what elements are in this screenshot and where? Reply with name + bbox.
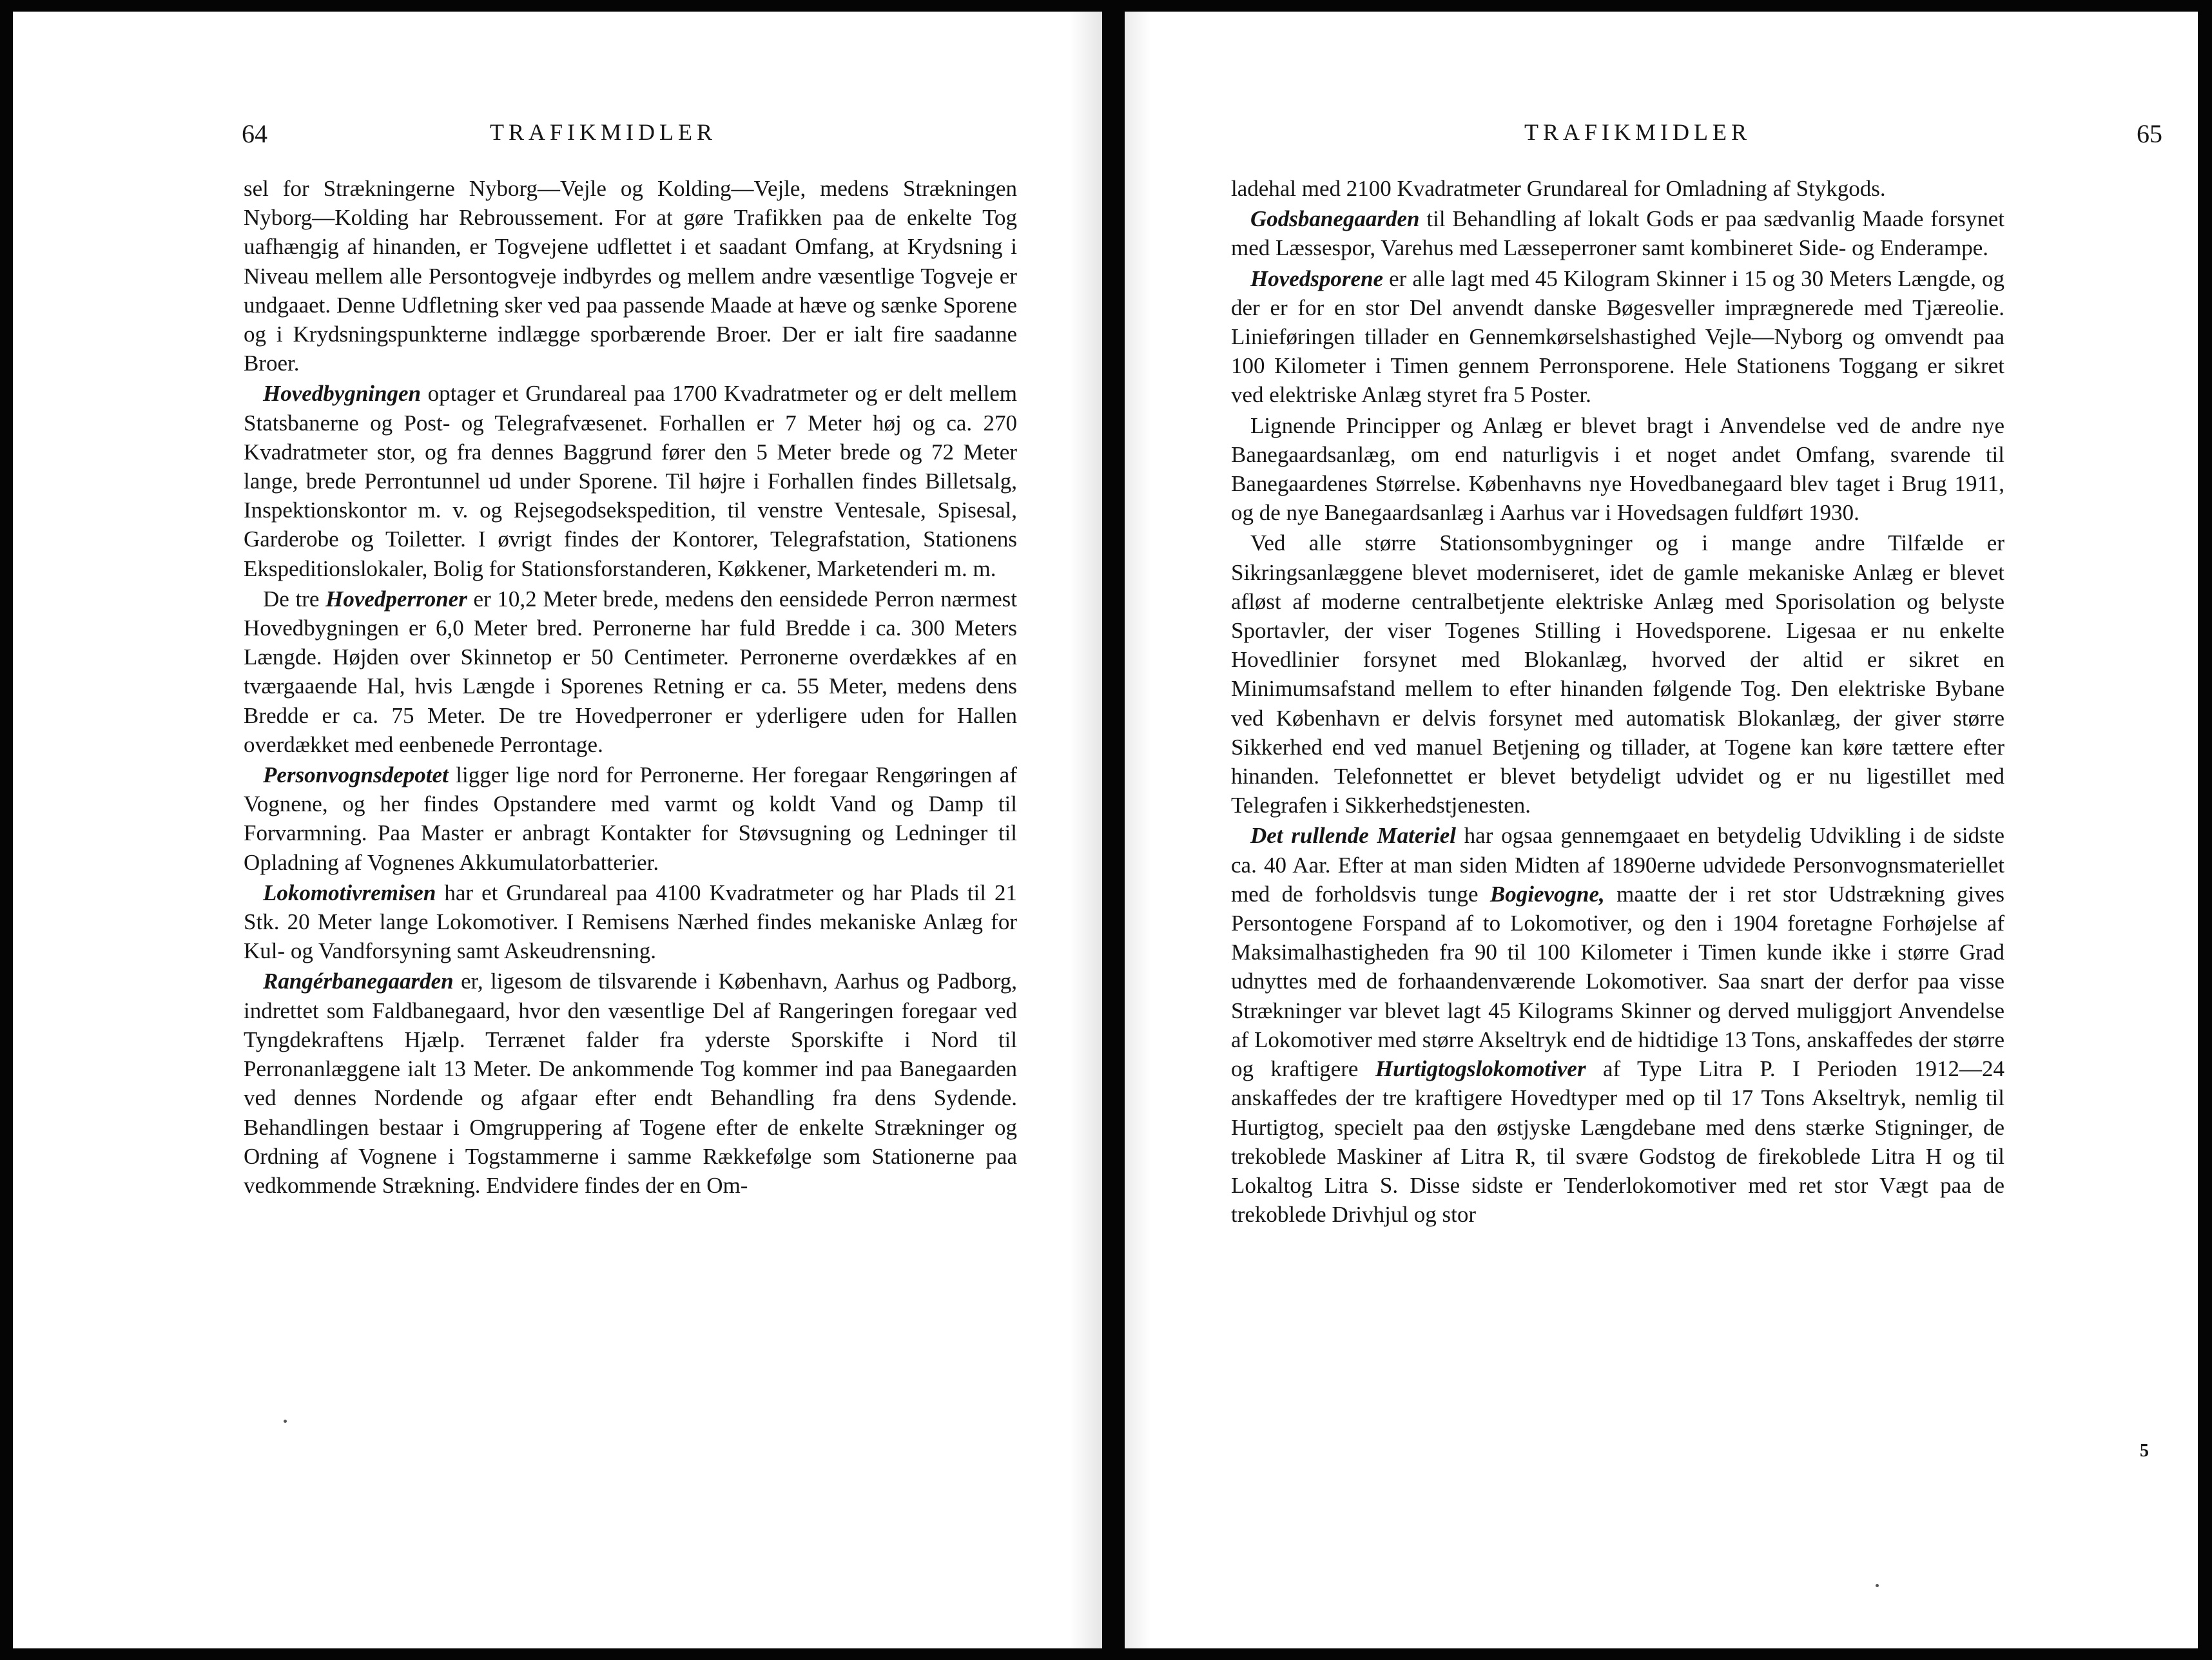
paragraph: Lokomotivremisen har et Grundareal paa 4100 Kvadratmeter og har Plads til 21 Stk. 20 Meter lange Lokomotiver. I Remisens Nærhed findes mekaniske Anlæg for Kul- og Vandforsyning samt Askeudrensning. <box>244 880 1017 964</box>
paragraph: Godsbanegaarden til Behandling af lokalt Gods er paa sædvanlig Maade forsynet med Læssespor, Varehus med Læsseperroner samt kombineret Side- og Enderampe. <box>1231 206 2004 261</box>
paragraph: De tre Hovedperroner er 10,2 Meter brede, medens den eensidede Perron nærmest Hovedbygningen er 6,0 Meter bred. Perronerne har fuld Bredde i ca. 300 Meters Længde. Højden over Skinnetop er 50 Centimeter. Perronerne overdækkes af en tværgaaende Hal, hvis Længde i Sporenes Retning er ca. 55 Meter, medens dens Bredde er ca. 75 Meter. De tre Hovedperroner er yderligere uden for Hallen overdækket med eenbenede Perrontage. <box>244 586 1017 757</box>
running-head: TRAFIKMIDLER <box>490 119 717 145</box>
signature-mark: 5 <box>2140 1441 2149 1461</box>
right-book-page <box>1125 12 2198 1648</box>
paragraph: Rangérbanegaarden er, ligesom de tilsvarende i København, Aarhus og Padborg, indrettet som Faldbanegaard, hvor den væsentlige Del af Rangeringen foregaar ved Tyngdekraftens Hjælp. Terrænet falder fra yderste Sporskifte i Nord til Perronanlæggene ialt 13 Meter. De ankommende Tog kommer ind paa Banegaarden ved dennes Nordende og afgaar efter endt Behandling fra dens Sydende. Behandlingen bestaar i Omgruppering af Togene efter de enkelte Strækninger og Ordning af Vognene i Togstammerne i samme Rækkefølge som Stationerne paa vedkommende Strækning. Endvidere findes der en Om- <box>244 969 1017 1198</box>
italic-lead: Hovedperroner <box>325 586 467 612</box>
page-number: 64 <box>242 119 267 148</box>
italic-lead: Rangérbanegaarden <box>263 969 454 994</box>
italic-lead: Det rullende Materiel <box>1250 823 1456 849</box>
print-speck <box>284 1420 287 1423</box>
paragraph: ladehal med 2100 Kvadratmeter Grundareal for Omladning af Stykgods. <box>1231 176 1886 201</box>
italic-lead: Hovedsporene <box>1250 265 1384 291</box>
italic-lead: Godsbanegaarden <box>1250 206 1420 232</box>
paragraph: Hovedsporene er alle lagt med 45 Kilogram Skinner i 15 og 30 Meters Længde, og der er for en stor Del anvendt danske Bøgesveller imprægnerede med Tjæreolie. Linieføringen tillader en Gennemkørselshastighed Vejle—Nyborg og omvendt paa 100 Kilometer i Timen gennem Perronsporene. Hele Stationens Toggang er sikret ved elektriske Anlæg styret fra 5 Poster. <box>1231 265 2004 408</box>
gutter-shadow <box>1070 12 1102 1648</box>
print-speck <box>1876 1584 1879 1587</box>
italic-term: Bogievogne, <box>1489 881 1605 907</box>
left-book-page <box>13 12 1102 1648</box>
paragraph: Lignende Principper og Anlæg er blevet bragt i Anvendelse ved de andre nye Banegaardsanlæg, om end naturligvis i et noget andet Omfang, svarende til Banegaardenes Størrelse. Københavns nye Hovedbanegaard blev taget i Brug 1911, og de nye Banegaardsanlæg i Aarhus var i Hovedsagen fuldført 1930. <box>1231 412 2004 526</box>
italic-lead: Hovedbygningen <box>263 381 421 407</box>
gutter-shadow <box>1125 12 1150 1648</box>
paragraph: Hovedbygningen optager et Grundareal paa 1700 Kvadratmeter og er delt mellem Statsbanerne og Post- og Telegrafvæsenet. Forhallen er 7 Meter høj og ca. 270 Kvadratmeter stor, og fra dennes Baggrund fører den 5 Meter brede og 72 Meter lange, brede Perrontunnel ud under Sporene. Til højre i Forhallen findes Billetsalg, Inspektionskontor m. v. og Rejsegodsekspedition, til venstre Ventesale, Spisesal, Garderobe og Toiletter. I øvrigt findes der Kontorer, Telegrafstation, Stationens Ekspeditionslokaler, Bolig for Stationsforstanderen, Køkkener, Marketenderi m. m. <box>244 381 1017 581</box>
paragraph: Det rullende Materiel har ogsaa gennemgaaet en betydelig Udvikling i de sidste ca. 40 Aar. Efter at man siden Midten af 1890erne udvidede Personvognsmateriellet med de forholdsvis tunge Bogievogne, maatte der i ret stor Udstrækning gives Persontogene Forspand af to Lokomotiver, og den i 1904 foretagne Forhøjelse af Maksimalhastigheden fra 90 til 100 Kilometer i Timen kunde ikke i større Grad udnyttes med de forhaandenværende Lokomotiver. Saa snart der derfor paa visse Strækninger var blevet lagt 45 Kilograms Skinner og derved muliggjort Anvendelse af Lokomotiver med større Akseltryk end de hidtidige 13 Tons, anskaffedes der større og kraftigere Hurtigtogslokomotiver af Type Litra P. I Perioden 1912—24 anskaffedes der tre kraftigere Hovedtyper med op til 17 Tons Akseltryk, nemlig til Hurtigtog, specielt paa den østjyske Længdebane med dens stærke Stigninger, de trekoblede Maskiner af Litra R, til svære Godstog de firekoblede Litra H og til Lokaltog Litra S. Disse sidste er Tenderlokomotiver med ret stor Vægt paa de trekoblede Drivhjul og stor <box>1231 823 2004 1228</box>
body-text <box>1231 174 2004 1229</box>
italic-term: Hurtigtogslokomotiver <box>1375 1056 1586 1082</box>
italic-lead: Personvognsdepotet <box>263 762 449 788</box>
italic-lead: Lokomotivremisen <box>263 880 436 905</box>
paragraph: sel for Strækningerne Nyborg—Vejle og Kolding—Vejle, medens Strækningen Nyborg—Kolding har Rebroussement. For at gøre Trafikken paa de enkelte Tog uafhængig af hinanden, er Togvejene udflettet i et saadant Omfang, at Krydsning i Niveau mellem alle Persontogveje indbyrdes og mellem andre væsentlige Togveje er undgaaet. Denne Udfletning sker ved paa passende Maade at hæve og sænke Sporene og i Krydsningspunkterne indlægge sporbærende Broer. Der er ialt fire saadanne Broer. <box>244 176 1017 376</box>
page-number: 65 <box>2137 119 2162 148</box>
paragraph: Ved alle større Stationsombygninger og i mange andre Tilfælde er Sikringsanlæggene blevet moderniseret, idet de gamle mekaniske Anlæg er blevet afløst af moderne centralbetjente elektriske Anlæg med Sporisolation og belyste Sportavler, der viser Togenes Stilling i Hovedsporene. Ligesaa er nu enkelte Hovedlinier forsynet med Blokanlæg, hvorved der altid er sikret en Minimumsafstand mellem to efter hinanden følgende Tog. Den elektriske Bybane ved København er delvis forsynet med automatisk Blokanlæg, der giver større Sikkerhed end ved manuel Betjening og tillader, at Togene kan køre tættere efter hinanden. Telefonnettet er blevet betydeligt udvidet og er nu ligestillet med Telegrafen i Sikkerhedstjenesten. <box>1231 530 2004 818</box>
body-text <box>244 174 1017 1200</box>
running-head: TRAFIKMIDLER <box>1524 119 1751 145</box>
paragraph: Personvognsdepotet ligger lige nord for Perronerne. Her foregaar Rengøringen af Vognene, og her findes Opstandere med varmt og koldt Vand og Damp til Forvarmning. Paa Master er anbragt Kontakter for Støvsugning og Ledninger til Opladning af Vognenes Akkumulatorbatterier. <box>244 762 1017 875</box>
